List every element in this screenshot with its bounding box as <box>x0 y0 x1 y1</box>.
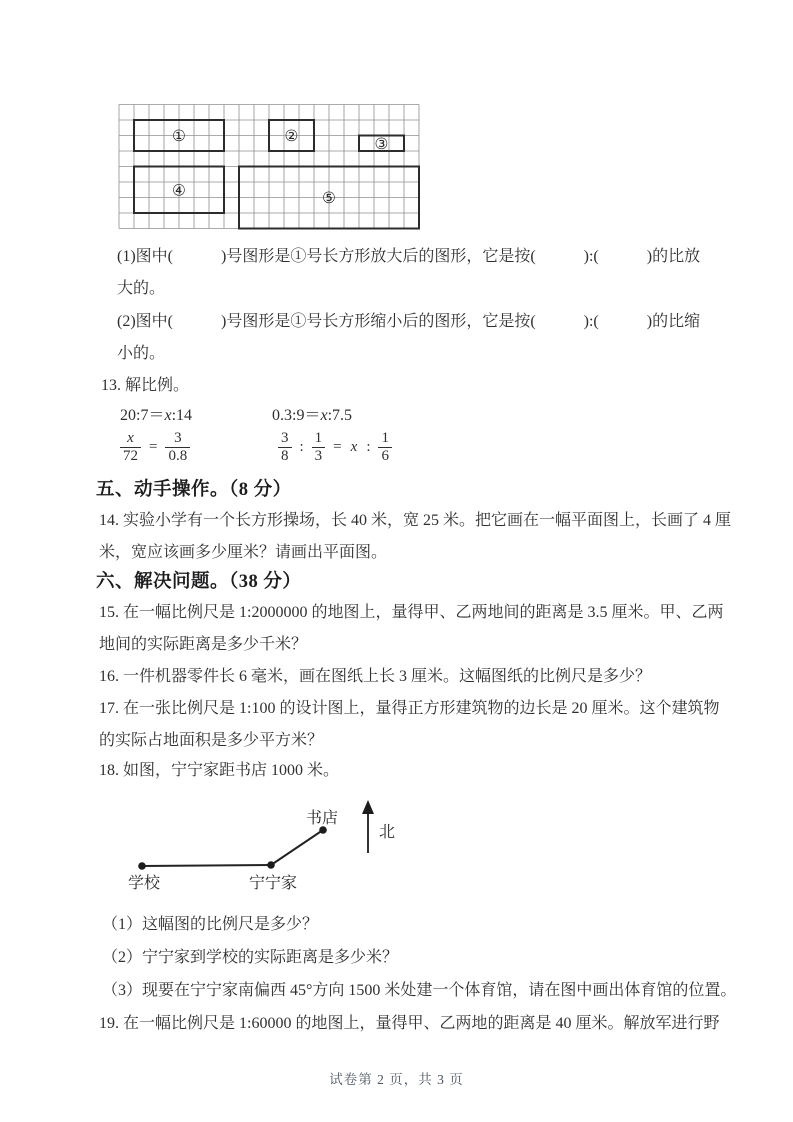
home-dot <box>267 861 275 869</box>
eq4-variable: x <box>350 438 358 455</box>
school-label: 学校 <box>127 875 161 892</box>
fraction <box>312 430 326 464</box>
grid-figure <box>118 104 420 230</box>
section-6-heading: 六、解决问题。（38 分） <box>96 572 302 592</box>
home-store-line <box>271 830 323 865</box>
equals-sign: = <box>149 438 158 455</box>
q13-equation-2 <box>272 402 352 425</box>
eq2-left: 0.3:9＝ <box>272 407 321 424</box>
q18-line1: 18. 如图，宁宁家距书店 1000 米。 <box>99 762 340 779</box>
fraction <box>278 430 292 464</box>
q12-part2-line1: (2)图中( )号图形是①号长方形缩小后的图形，它是按( ):( )的比缩 <box>117 313 701 330</box>
school-dot <box>138 862 146 870</box>
q18-sub2: （2）宁宁家到学校的实际距离是多少米？ <box>102 949 399 966</box>
eq1-right: :14 <box>171 407 193 424</box>
equals-sign: = <box>333 438 342 455</box>
shape-number-label: ③ <box>374 134 389 153</box>
q19-line1: 19. 在一幅比例尺是 1:60000 的地图上，量得甲、乙两地的距离是 40 厘米。解放军进行野 <box>99 1015 720 1032</box>
school-home-line <box>142 865 271 866</box>
q14-line2: 米，宽应该画多少厘米？请画出平面图。 <box>99 544 388 561</box>
q18-sub3: （3）现要在宁宁家南偏西 45°方向 1500 米处建一个体育馆，请在图中画出体育馆的位置。 <box>102 982 737 999</box>
q12-part1-line2: 大的。 <box>117 280 166 297</box>
eq2-right: :7.5 <box>327 407 353 424</box>
fraction-numerator: 3 <box>174 430 182 446</box>
fraction <box>165 430 190 464</box>
store-dot <box>319 826 327 834</box>
home-label: 宁宁家 <box>248 875 298 892</box>
q13-equation-4 <box>278 430 392 464</box>
fraction-denominator: 3 <box>312 447 326 465</box>
shape-number-label: ⑤ <box>322 189 336 207</box>
fraction-numerator: 1 <box>381 430 389 446</box>
fraction-denominator: 72 <box>120 447 141 465</box>
eq1-variable: x <box>164 407 172 424</box>
eq2-variable: x <box>320 407 328 424</box>
q13-title: 13. 解比例。 <box>101 377 190 394</box>
fraction-denominator: 0.8 <box>165 447 190 465</box>
fraction-denominator: 8 <box>278 447 292 465</box>
q14-line1: 14. 实验小学有一个长方形操场，长 40 米，宽 25 米。把它画在一幅平面图上，长画了 4 厘 <box>99 512 732 529</box>
fraction-numerator: 3 <box>281 430 289 446</box>
fraction-numerator: 1 <box>314 430 323 446</box>
q12-part1-line1: (1)图中( )号图形是①号长方形放大后的图形，它是按( ):( )的比放 <box>117 248 701 265</box>
eq1-left: 20:7＝ <box>120 407 165 424</box>
map-figure <box>108 796 438 900</box>
shape-number-label: ② <box>284 127 299 145</box>
store-label: 书店 <box>305 810 339 827</box>
fraction-denominator: 6 <box>378 447 392 465</box>
north-arrow-head-icon <box>362 800 374 814</box>
fraction <box>120 430 141 464</box>
q13-equation-3 <box>120 430 190 464</box>
q17-line2: 的实际占地面积是多少平方米？ <box>99 732 324 749</box>
q12-part2-line2: 小的。 <box>117 345 166 362</box>
q18-sub1: （1）这幅图的比例尺是多少？ <box>102 916 319 933</box>
colon-sign: : <box>366 438 371 455</box>
page-footer: 试卷第 2 页，共 3 页 <box>329 1072 464 1087</box>
q13-equation-1 <box>120 402 192 425</box>
north-label: 北 <box>379 824 396 841</box>
q15-line2: 地间的实际距离是多少千米？ <box>99 636 308 653</box>
shape-number-label: ① <box>172 127 186 145</box>
fraction-numerator: x <box>127 430 134 446</box>
fraction <box>378 430 392 464</box>
section-5-heading: 五、动手操作。（8 分） <box>96 480 292 500</box>
colon-sign: : <box>299 438 304 455</box>
q15-line1: 15. 在一幅比例尺是 1:2000000 的地图上，量得甲、乙两地间的距离是 3.5 厘米。甲、乙两 <box>99 604 724 621</box>
q17-line1: 17. 在一张比例尺是 1:100 的设计图上，量得正方形建筑物的边长是 20 厘米。这个建筑物 <box>99 700 720 717</box>
shape-number-label: ④ <box>172 181 186 200</box>
q16-line1: 16. 一件机器零件长 6 毫米，画在图纸上长 3 厘米。这幅图纸的比例尺是多少？ <box>99 668 652 685</box>
